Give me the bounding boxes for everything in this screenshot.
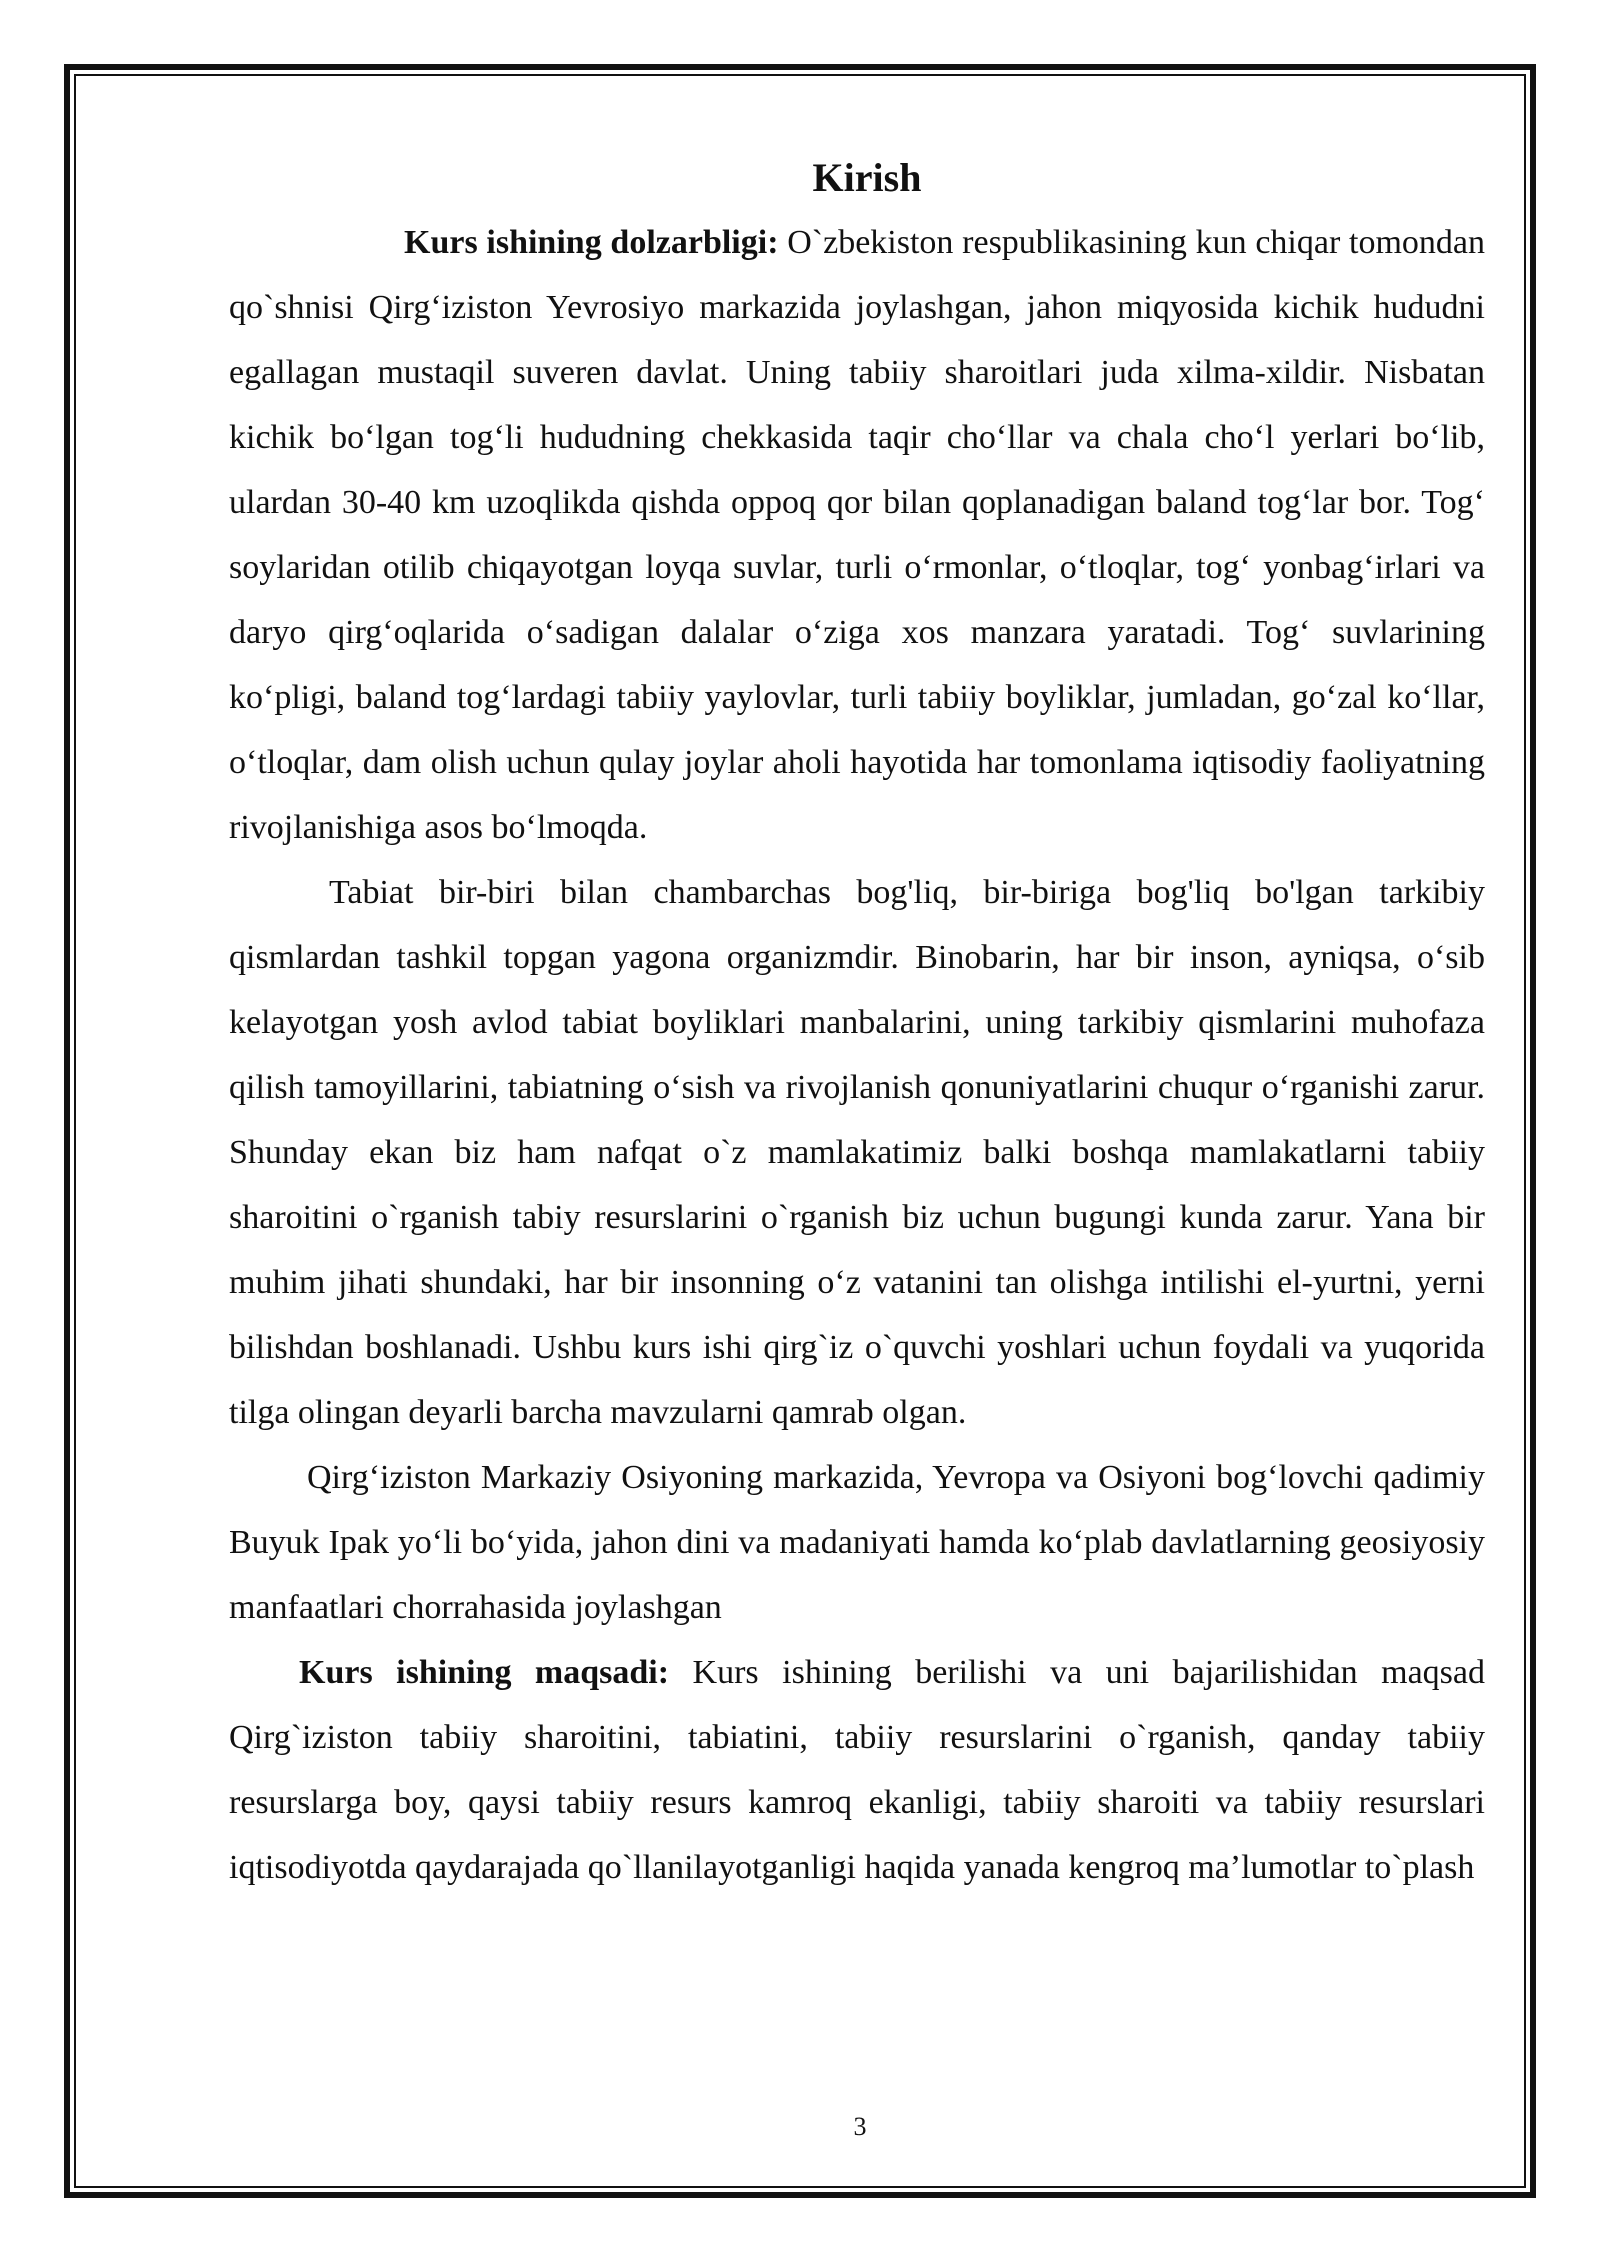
paragraph-text: O`zbekiston respublikasining kun chiqar tomondan qo`shnisi Qirg‘iziston Yevrosiyo markazida joylashgan, jahon miqyosida kichik hududni egallagan mustaqil suveren davlat. Uning tabiiy sharoitlari juda xilma-xildir. Nisbatan kichik bo‘lgan tog‘li hududning chekkasida taqir cho‘llar va chala cho‘l yerlari bo‘lib, ulardan 30-40 km uzoqlikda qishda oppoq qor bilan qoplanadigan baland tog‘lar bor. Tog‘ soylaridan otilib chiqayotgan loyqa suvlar, turli o‘rmonlar, o‘tloqlar, tog‘ yonbag‘irlari va daryo qirg‘oqlarida o‘sadigan dalalar o‘ziga xos manzara yaratadi. Tog‘ suvlarining ko‘pligi, baland tog‘lardagi tabiiy yaylovlar, turli tabiiy boyliklar, jumladan, go‘zal ko‘llar, o‘tloqlar, dam olish uchun qulay joylar aholi hayotida har tomonlama iqtisodiy faoliyatning rivojlanishiga asos bo‘lmoqda. bbox=[229, 224, 1485, 846]
paragraph-lead: Kurs ishining dolzarbligi: bbox=[404, 224, 779, 261]
paragraph-text: Qirg‘iziston Markaziy Osiyoning markazida, Yevropa va Osiyoni bog‘lovchi qadimiy Buyuk Ipak yo‘li bo‘yida, jahon dini va madaniyati hamda ko‘plab davlatlarning geosiyosiy manfaatlari chorrahasida joylashgan bbox=[229, 1459, 1485, 1626]
paragraph-lead: Kurs ishining maqsadi: bbox=[299, 1654, 670, 1691]
section-title: Kirish bbox=[812, 155, 922, 200]
paragraph-text: Kurs ishining berilishi va uni bajarilishidan maqsad Qirg`iziston tabiiy sharoitini, tabiatini, tabiiy resurslarini o`rganish, qanday tabiiy resurslarga boy, qaysi tabiiy resurs kamroq ekanligi, tabiiy sharoiti va tabiiy resurslari iqtisodiyotda qaydarajada qo`llanilayotganligi haqida yanada kengroq ma’lumotlar to`plash bbox=[229, 1654, 1485, 1886]
paragraph-relevance bbox=[229, 210, 1485, 860]
paragraph-goal bbox=[229, 1640, 1485, 1900]
page-number: 3 bbox=[853, 2112, 867, 2141]
document-body bbox=[229, 146, 1485, 1900]
paragraph-nature bbox=[229, 860, 1485, 1445]
paragraph-location bbox=[229, 1445, 1485, 1640]
paragraph-text: Tabiat bir-biri bilan chambarchas bog'liq, bir-biriga bog'liq bo'lgan tarkibiy qismlardan tashkil topgan yagona organizmdir. Binobarin, har bir inson, ayniqsa, o‘sib kelayotgan yosh avlod tabiat boyliklari manbalarini, uning tarkibiy qismlarini muhofaza qilish tamoyillarini, tabiatning o‘sish va rivojlanish qonuniyatlarini chuqur o‘rganishi zarur. Shunday ekan biz ham nafqat o`z mamlakatimiz balki boshqa mamlakatlarni tabiiy sharoitini o`rganish tabiy resurslarini o`rganish biz uchun bugungi kunda zarur. Yana bir muhim jihati shundaki, har bir insonning o‘z vatanini tan olishga intilishi el-yurtni, yerni bilishdan boshlanadi. Ushbu kurs ishi qirg`iz o`quvchi yoshlari uchun foydali va yuqorida tilga olingan deyarli barcha mavzularni qamrab olgan. bbox=[229, 874, 1485, 1431]
